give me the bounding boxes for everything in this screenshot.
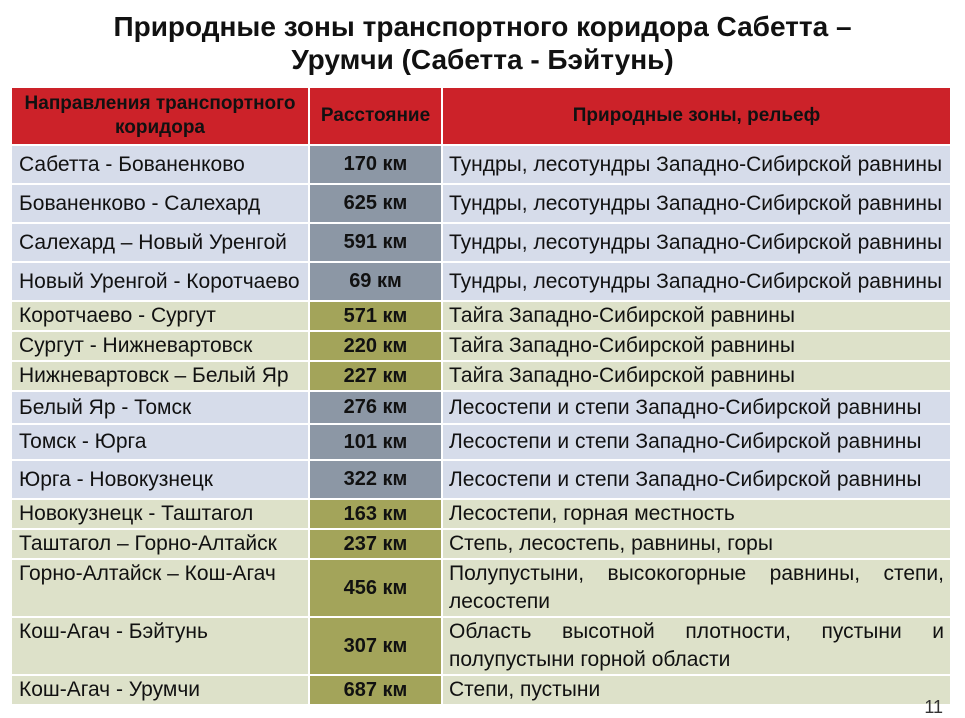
table-row — [11, 145, 951, 184]
zone-cell: Тундры, лесотундры Западно-Сибирской равнины — [442, 262, 951, 301]
direction-cell: Сабетта - Бованенково — [11, 145, 309, 184]
direction-cell: Томск - Юрга — [11, 424, 309, 460]
table-row — [11, 460, 951, 499]
table-row — [11, 529, 951, 559]
header-direction: Направления транспортного коридора — [11, 87, 309, 145]
zone-cell: Степь, лесостепь, равнины, горы — [442, 529, 951, 559]
table-row — [11, 499, 951, 529]
zone-cell: Тундры, лесотундры Западно-Сибирской равнины — [442, 223, 951, 262]
table-row — [11, 301, 951, 331]
direction-cell: Нижневартовск – Белый Яр — [11, 361, 309, 391]
direction-cell: Салехард – Новый Уренгой — [11, 223, 309, 262]
zone-cell: Тайга Западно-Сибирской равнины — [442, 361, 951, 391]
table-row — [11, 223, 951, 262]
zone-cell: Тайга Западно-Сибирской равнины — [442, 331, 951, 361]
direction-cell: Таштагол – Горно-Алтайск — [11, 529, 309, 559]
direction-cell: Коротчаево - Сургут — [11, 301, 309, 331]
direction-cell: Кош-Агач - Бэйтунь — [11, 617, 309, 675]
direction-cell: Бованенково - Салехард — [11, 184, 309, 223]
distance-cell: 322 км — [309, 460, 442, 499]
zone-cell: Тундры, лесотундры Западно-Сибирской равнины — [442, 145, 951, 184]
table-row — [11, 617, 951, 675]
distance-cell: 237 км — [309, 529, 442, 559]
distance-cell: 163 км — [309, 499, 442, 529]
direction-cell: Белый Яр - Томск — [11, 391, 309, 424]
zone-cell: Тундры, лесотундры Западно-Сибирской равнины — [442, 184, 951, 223]
distance-cell: 571 км — [309, 301, 442, 331]
distance-cell: 69 км — [309, 262, 442, 301]
zone-cell: Лесостепи, горная местность — [442, 499, 951, 529]
table-row — [11, 424, 951, 460]
zone-cell: Полупустыни, высокогорные равнины, степи, лесостепи — [442, 559, 951, 617]
natural-zones-table — [10, 86, 952, 706]
distance-cell: 227 км — [309, 361, 442, 391]
distance-cell: 591 км — [309, 223, 442, 262]
table-row — [11, 331, 951, 361]
distance-cell: 276 км — [309, 391, 442, 424]
title-line-1: Природные зоны транспортного коридора Сабетта – — [113, 11, 852, 42]
direction-cell: Новокузнецк - Таштагол — [11, 499, 309, 529]
zone-cell: Лесостепи и степи Западно-Сибирской равнины — [442, 391, 951, 424]
header-zones: Природные зоны, рельеф — [442, 87, 951, 145]
distance-cell: 170 км — [309, 145, 442, 184]
direction-cell: Горно-Алтайск – Кош-Агач — [11, 559, 309, 617]
table-row — [11, 559, 951, 617]
direction-cell: Новый Уренгой - Коротчаево — [11, 262, 309, 301]
zone-cell: Лесостепи и степи Западно-Сибирской равнины — [442, 424, 951, 460]
page-number: 11 — [924, 697, 943, 717]
distance-cell: 456 км — [309, 559, 442, 617]
distance-cell: 220 км — [309, 331, 442, 361]
direction-cell: Кош-Агач - Урумчи — [11, 675, 309, 705]
table-row — [11, 361, 951, 391]
zone-cell: Лесостепи и степи Западно-Сибирской равнины — [442, 460, 951, 499]
distance-cell: 101 км — [309, 424, 442, 460]
zone-cell: Степи, пустыни — [442, 675, 951, 705]
table-row — [11, 262, 951, 301]
page-title — [0, 10, 965, 76]
distance-cell: 625 км — [309, 184, 442, 223]
header-distance: Расстояние — [309, 87, 442, 145]
title-line-2: Урумчи (Сабетта - Бэйтунь) — [291, 44, 674, 75]
direction-cell: Юрга - Новокузнецк — [11, 460, 309, 499]
table-header-row — [11, 87, 951, 145]
table-row — [11, 184, 951, 223]
zone-cell: Область высотной плотности, пустыни и полупустыни горной области — [442, 617, 951, 675]
table-row — [11, 675, 951, 705]
distance-cell: 307 км — [309, 617, 442, 675]
direction-cell: Сургут - Нижневартовск — [11, 331, 309, 361]
distance-cell: 687 км — [309, 675, 442, 705]
zone-cell: Тайга Западно-Сибирской равнины — [442, 301, 951, 331]
table-row — [11, 391, 951, 424]
